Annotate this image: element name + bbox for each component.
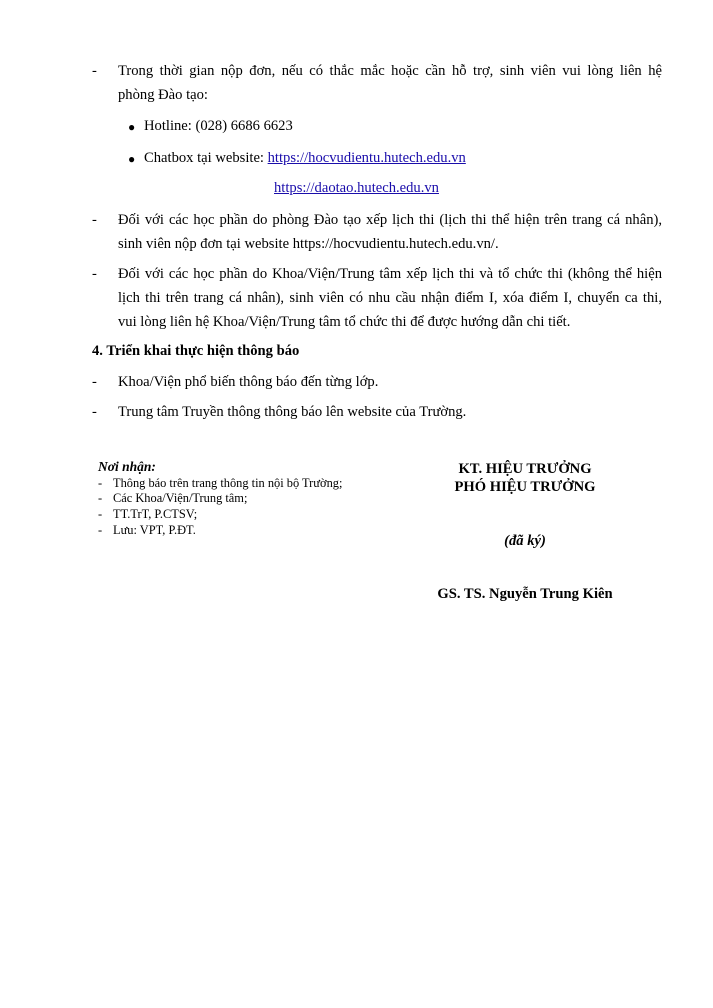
recipient-item: Thông báo trên trang thông tin nội bộ Trường; (113, 476, 343, 490)
section-4-title: 4. Triển khai thực hiện thông báo (92, 343, 300, 359)
list-dash: - (98, 507, 103, 521)
list-dash: - (98, 476, 103, 490)
recipients-title: Nơi nhận: (98, 459, 156, 474)
office-schedule-line1: Đối với các học phần do phòng Đào tạo xếp lịch thi (lịch thi thể hiện trên trang cá nhân), (118, 212, 662, 228)
faculty-schedule-line1: Đối với các học phần do Khoa/Viện/Trung tâm xếp lịch thi và tổ chức thi (không thể hiện (118, 266, 662, 282)
signer-name: GS. TS. Nguyễn Trung Kiên (437, 586, 613, 602)
daotao-line (274, 179, 439, 197)
recipient-item: Lưu: VPT, P.ĐT. (113, 523, 196, 537)
signed-note: (đã ký) (504, 533, 546, 549)
list-dash: - (92, 63, 97, 79)
daotao-link[interactable]: https://daotao.hutech.edu.vn (274, 180, 439, 196)
signature-title-line1: KT. HIỆU TRƯỞNG (458, 461, 592, 477)
list-dash: - (98, 523, 103, 537)
signature-title-line2: PHÓ HIỆU TRƯỞNG (454, 479, 596, 495)
section-4-item-1: Khoa/Viện phổ biến thông báo đến từng lớp. (118, 374, 379, 390)
chatbox-line (144, 149, 466, 167)
hocvudientu-link[interactable]: https://hocvudientu.hutech.edu.vn (267, 150, 466, 166)
support-text-line1: Trong thời gian nộp đơn, nếu có thắc mắc hoặc cần hỗ trợ, sinh viên vui lòng liên hệ (118, 63, 662, 79)
faculty-schedule-line3: vui lòng liên hệ Khoa/Viện/Trung tâm tổ chức thi để được hướng dẫn chi tiết. (118, 314, 571, 330)
list-dash: - (92, 404, 97, 420)
list-dash: - (92, 212, 97, 228)
support-text-line2: phòng Đào tạo: (118, 87, 208, 103)
list-dash: - (92, 266, 97, 282)
bullet-icon: ● (128, 120, 136, 134)
chatbox-prefix: Chatbox tại website: (144, 150, 268, 166)
section-4-item-2: Trung tâm Truyền thông thông báo lên website của Trường. (118, 404, 467, 420)
recipient-item: TT.TrT, P.CTSV; (113, 507, 198, 521)
faculty-schedule-line2: lịch thi trên trang cá nhân), sinh viên có nhu cầu nhận điểm I, xóa điểm I, chuyển ca thi, (118, 290, 662, 306)
bullet-icon: ● (128, 152, 136, 166)
hotline-text: Hotline: (028) 6686 6623 (144, 118, 293, 134)
recipient-item: Các Khoa/Viện/Trung tâm; (113, 491, 248, 505)
list-dash: - (92, 374, 97, 390)
list-dash: - (98, 491, 103, 505)
office-schedule-line2: sinh viên nộp đơn tại website https://hocvudientu.hutech.edu.vn/. (118, 236, 499, 252)
